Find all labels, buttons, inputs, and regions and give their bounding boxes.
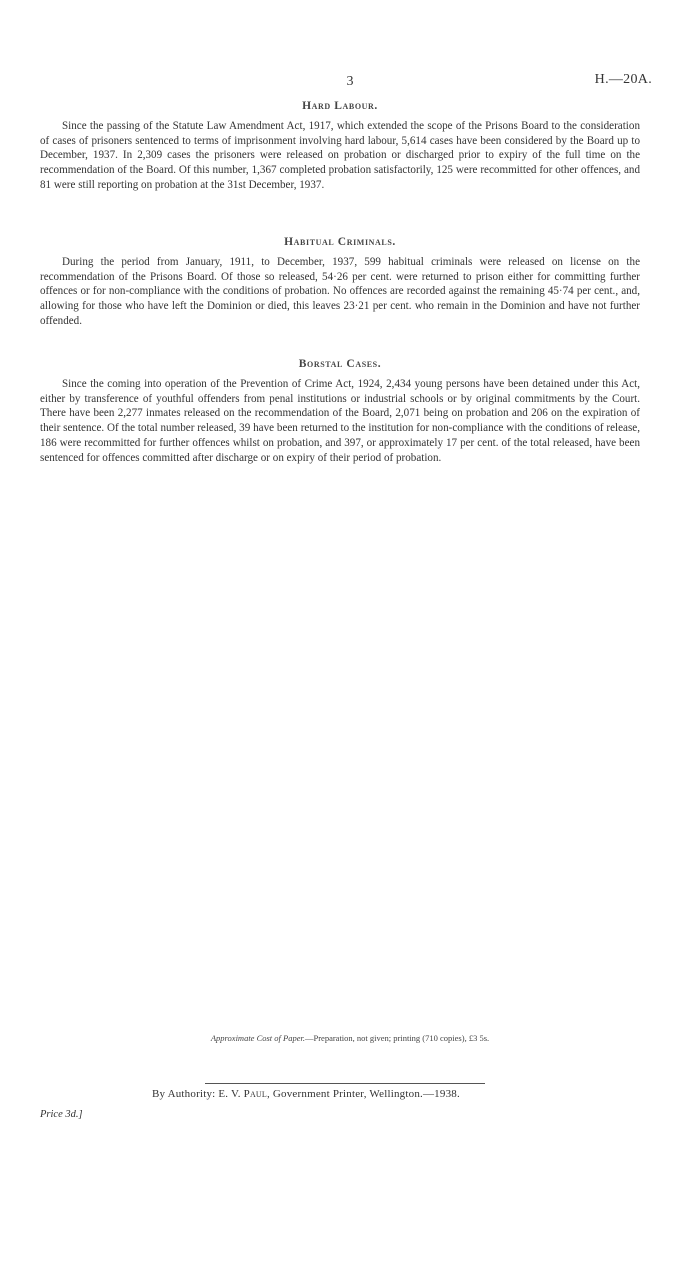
authority-prefix: By Authority: E. V. — [152, 1088, 241, 1100]
section-borstal-cases — [40, 358, 640, 465]
price-note: Price 3d.] — [40, 1109, 83, 1120]
paragraph-habitual-criminals: During the period from January, 1911, to December, 1937, 599 habitual criminals were released on license on the recommendation of the Prisons Board. Of those so released, 54·26 per cent. were returned to prison either for committing further offences or for non-compliance with the conditions of probation. No offences are recorded against the remaining 45·74 per cent., and, allowing for those who have left the Dominion or died, this leaves 23·21 per cent. who remain in the Dominion and have not further offended. — [40, 256, 640, 327]
printer-name: Paul — [243, 1088, 267, 1100]
heading-hard-labour: Hard Labour. — [302, 100, 378, 112]
section-hard-labour — [40, 100, 640, 193]
heading-borstal-cases: Borstal Cases. — [298, 358, 382, 370]
printer-authority — [152, 1088, 572, 1100]
paragraph-hard-labour: Since the passing of the Statute Law Amendment Act, 1917, which extended the scope of the Prisons Board to the consideration of cases of prisoners sentenced to terms of imprisonment involving hard labour, 5,614 cases have been considered by the Board up to December, 1937. In 2,309 cases the prisoners were released on probation or discharged prior to expiry of the full time on the recommendation of the Board. Of this number, 1,367 completed probation satisfactorily, 125 were recommitted for other offences, and 81 were still reporting on probation at the 31st December, 1937. — [40, 120, 640, 191]
document-code: H.—20A. — [594, 72, 652, 87]
page-number: 3 — [346, 74, 354, 89]
cost-label: Approximate Cost of Paper. — [210, 1033, 305, 1043]
cost-text: —Preparation, not given; printing (710 copies), £3 5s. — [304, 1033, 490, 1043]
heading-habitual-criminals: Habitual Criminals. — [284, 236, 396, 248]
section-habitual-criminals — [40, 236, 640, 329]
divider-rule — [205, 1083, 485, 1084]
authority-suffix: , Government Printer, Wellington.—1938. — [266, 1088, 460, 1100]
paragraph-borstal-cases: Since the coming into operation of the Prevention of Crime Act, 1924, 2,434 young persons have been detained under this Act, either by transference of youthful offenders from penal institutions or industrial schools or by original commitments by the Court. There have been 2,277 inmates released on the recommendation of the Board, 2,071 being on probation and 206 on the expiration of their sentence. Of the total number released, 39 have been returned to the institution for non-compliance with the conditions of release, 186 were recommitted for further offences whilst on probation, and 397, or approximately 17 per cent. of the total released, have been sentenced for offences committed after discharge or on expiry of their period of probation. — [40, 378, 640, 464]
cost-note — [0, 1033, 700, 1043]
